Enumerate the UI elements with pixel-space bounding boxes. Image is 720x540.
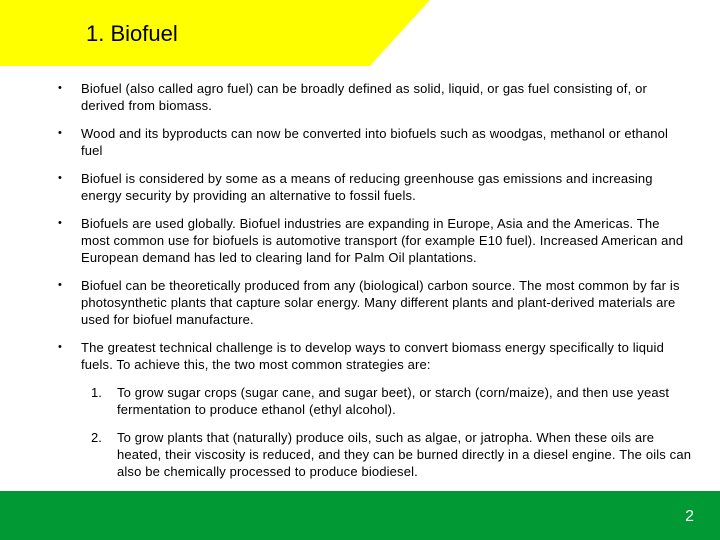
bullet-item [0, 125, 720, 159]
bullet-icon: • [58, 279, 62, 291]
numbered-item [0, 429, 720, 480]
bullet-icon: • [58, 341, 62, 353]
bullet-icon: • [58, 217, 62, 229]
slide-content [0, 80, 720, 491]
bullet-text: Biofuel (also called agro fuel) can be broadly defined as solid, liquid, or gas fuel consisting of, or derived from biomass. [81, 81, 647, 113]
bullet-text: Wood and its byproducts can now be converted into biofuels such as woodgas, methanol or ethanol fuel [81, 126, 669, 158]
item-number: 1. [91, 385, 102, 400]
bullet-item [0, 170, 720, 204]
bullet-text: Biofuel can be theoretically produced from any (biological) carbon source. The most common by far is photosynthetic plants that capture solar energy. Many different plants and plant-derived materials are used for biofuel manufacture. [81, 278, 680, 327]
bullet-text: Biofuel is considered by some as a means of reducing greenhouse gas emissions and increasing energy security by providing an alternative to fossil fuels. [81, 171, 653, 203]
item-text: To grow sugar crops (sugar cane, and sugar beet), or starch (corn/maize), and then use yeast fermentation to produce ethanol (ethyl alcohol). [117, 385, 670, 417]
bullet-icon: • [58, 172, 62, 184]
page-number: 2 [685, 508, 694, 525]
bullet-item [0, 339, 720, 480]
bullet-text: The greatest technical challenge is to develop ways to convert biomass energy specifically to liquid fuels. To achieve this, the two most common strategies are: [81, 340, 664, 372]
bullet-icon: • [58, 82, 62, 94]
title-banner [0, 0, 430, 66]
slide-title: 1. Biofuel [86, 21, 178, 46]
item-text: To grow plants that (naturally) produce oils, such as algae, or jatropha. When these oils are heated, their viscosity is reduced, and they can be burned directly in a diesel engine. The oils can also be chemically processed to produce biodiesel. [117, 430, 692, 479]
footer-bar [0, 491, 720, 540]
bullet-text: Biofuels are used globally. Biofuel industries are expanding in Europe, Asia and the Americas. The most common use for biofuels is automotive transport (for example E10 fuel). Increased American and European demand has led to clearing land for Palm Oil plantations. [81, 216, 684, 265]
numbered-item [0, 384, 720, 418]
bullet-item [0, 80, 720, 114]
item-number: 2. [91, 430, 102, 445]
bullet-item [0, 277, 720, 328]
bullet-icon: • [58, 127, 62, 139]
bullet-item [0, 215, 720, 266]
numbered-sublist [0, 384, 720, 480]
